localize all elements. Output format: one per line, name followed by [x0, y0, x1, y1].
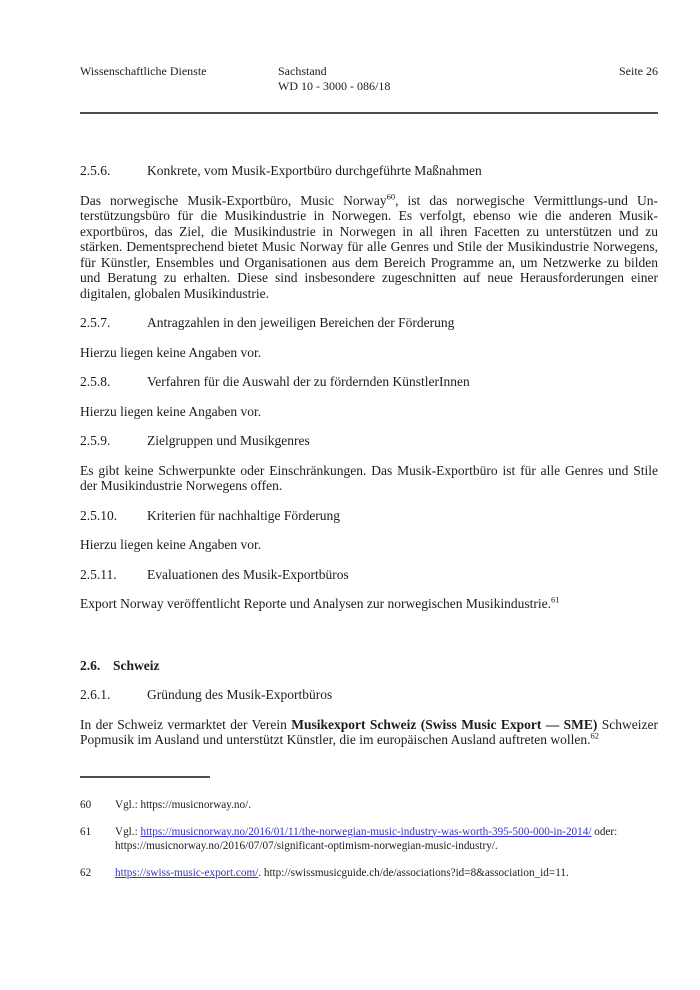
text-run: Hierzu liegen keine Angaben vor.	[80, 344, 262, 360]
footnote-number: 60	[80, 798, 92, 811]
paragraph	[80, 463, 658, 494]
page-header	[80, 64, 658, 96]
text-run: Vgl.:	[115, 825, 141, 838]
section-number: 2.5.6.	[80, 163, 111, 178]
footnote-text	[115, 798, 658, 812]
text-run: Das norwegische Musik-Exportbüro, Music Norway	[80, 192, 387, 208]
paragraph	[80, 537, 658, 553]
document-body	[80, 163, 658, 748]
footnote-link[interactable]: https://musicnorway.no/2016/01/11/the-norwegian-music-industry-was-worth-395-500-000-in-2014/	[140, 825, 592, 838]
section-title: Antragzahlen in den jeweiligen Bereichen der Förderung	[147, 315, 455, 330]
header-page-number: Seite 26	[619, 64, 658, 78]
footnote-row	[80, 825, 658, 853]
header-rule	[80, 112, 658, 114]
section-title: Evaluationen des Musik-Exportbüros	[147, 566, 349, 582]
section-heading	[80, 315, 658, 331]
section-number: 2.6.1.	[80, 687, 111, 702]
footnote-marker: 61	[551, 594, 560, 605]
section-title: Konkrete, vom Musik-Exportbüro durchgeführte Maßnahmen	[147, 163, 482, 178]
header-doc-number: WD 10 - 3000 - 086/18	[278, 79, 391, 93]
header-doc-info	[278, 64, 390, 94]
section-number: 2.5.9.	[80, 433, 111, 448]
section-number: 2.5.11.	[80, 566, 117, 582]
section-number: 2.5.10.	[80, 507, 118, 523]
footnote-row	[80, 798, 658, 812]
section-title: Zielgruppen und Musikgenres	[147, 433, 310, 448]
text-run: oder: https://musicnorway.no/2016/07/07/significant-optimism-norwegian-music-industry/.	[115, 825, 618, 852]
footnote-text	[115, 866, 658, 880]
footnotes-section	[80, 776, 658, 880]
section-number: 2.5.8.	[80, 374, 111, 389]
footnote-link[interactable]: https://swiss-music-export.com/	[115, 866, 259, 879]
footnote-text	[115, 825, 658, 853]
text-run: In der Schweiz vermarktet der Verein	[80, 716, 292, 732]
section-title: Kriterien für nachhaltige Förderung	[147, 507, 341, 523]
section-heading	[80, 163, 658, 179]
section-heading	[80, 374, 658, 390]
footnote-marker: 62	[590, 730, 600, 741]
section-heading	[80, 508, 658, 524]
footnote-number: 61	[80, 825, 92, 838]
text-run: , ist das norwegische Vermittlungs-und Unterstützungsbüro für die Musikindustrie in Norwegen. Es verfolgt, ebenso wie die anderen Musikexportbüros, das Ziel, die Musikindustrie in Norwegen in all ihren Facetten zu unterstützen und zu stärken. Dementsprechend bietet Music Norway für alle Genres und Stile der Musikindustrie Norwegens, für Künstler, Ensembles und Organisationen aus dem Bereich Programme an, um Netzwerke zu bilden und Beratung zu erhalten. Diese sind insbesondere zugeschnitten auf neue Herausforderungen einer digitalen, globalen Musikindustrie.	[80, 192, 658, 301]
header-doc-type: Sachstand	[278, 64, 327, 78]
section-number: 2.6.	[80, 657, 101, 673]
footnote-list	[80, 798, 658, 880]
section-heading	[80, 687, 658, 703]
text-run: Hierzu liegen keine Angaben vor.	[80, 537, 262, 552]
text-run: Hierzu liegen keine Angaben vor.	[80, 403, 262, 419]
header-org: Wissenschaftliche Dienste	[80, 64, 207, 78]
footnote-separator	[80, 776, 210, 778]
section-number: 2.5.7.	[80, 315, 111, 330]
text-run: Es gibt keine Schwerpunkte oder Einschränkungen. Das Musik-Exportbüro ist für alle Genres und Stile der Musikindustrie Norwegens offen.	[80, 462, 658, 493]
footnote-number: 62	[80, 866, 92, 879]
text-run: Export Norway veröffentlicht Reporte und Analysen zur norwegischen Musikindustrie.	[80, 596, 552, 611]
text-run: . http://swissmusicguide.ch/de/associations?id=8&association_id=11.	[258, 866, 569, 879]
footnote-row	[80, 866, 658, 880]
section-title: Schweiz	[113, 657, 160, 673]
text-run: Schweizer Popmusik im Ausland und unterstützt Künstler, die im europäischen Ausland auftreten wollen.	[80, 716, 658, 747]
section-title: Verfahren für die Auswahl der zu fördernden KünstlerInnen	[147, 374, 470, 389]
paragraph	[80, 193, 658, 302]
section-heading	[80, 567, 658, 583]
section-title: Gründung des Musik-Exportbüros	[147, 687, 333, 702]
text-run: Vgl.: https://musicnorway.no/.	[115, 798, 252, 811]
footnote-marker: 60	[386, 191, 396, 201]
section-heading	[80, 658, 658, 674]
paragraph	[80, 717, 658, 748]
paragraph	[80, 345, 658, 361]
paragraph	[80, 404, 658, 420]
section-heading	[80, 433, 658, 449]
paragraph	[80, 596, 658, 612]
bold-text: Musikexport Schweiz (Swiss Music Export — SME)	[291, 716, 598, 732]
